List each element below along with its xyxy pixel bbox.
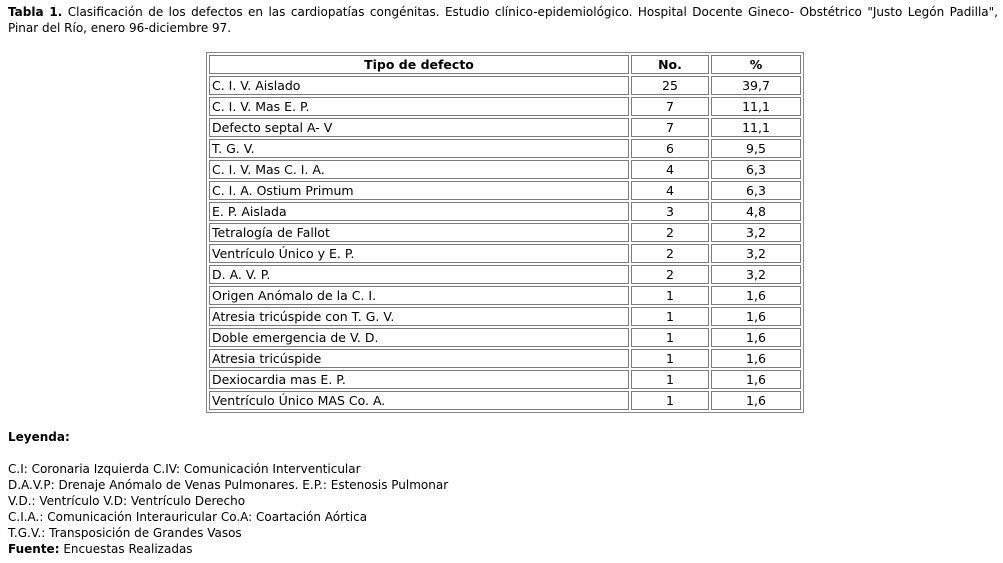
cell-tipo: Atresia tricúspide — [209, 349, 629, 368]
table-row — [209, 265, 801, 284]
table-caption — [8, 4, 998, 36]
table-row — [209, 391, 801, 410]
table-row — [209, 370, 801, 389]
cell-tipo: C. I. V. Mas E. P. — [209, 97, 629, 116]
cell-no: 7 — [631, 118, 709, 137]
cell-tipo: E. P. Aislada — [209, 202, 629, 221]
cell-no: 1 — [631, 328, 709, 347]
header-pct: % — [711, 55, 801, 74]
cell-pct: 11,1 — [711, 118, 801, 137]
cell-no: 3 — [631, 202, 709, 221]
defects-table — [206, 52, 804, 413]
cell-tipo: Defecto septal A- V — [209, 118, 629, 137]
cell-pct: 1,6 — [711, 286, 801, 305]
header-no: No. — [631, 55, 709, 74]
cell-pct: 3,2 — [711, 244, 801, 263]
table-row — [209, 76, 801, 95]
cell-tipo: Dexiocardia mas E. P. — [209, 370, 629, 389]
table-row — [209, 286, 801, 305]
table-row — [209, 139, 801, 158]
cell-pct: 4,8 — [711, 202, 801, 221]
table-row — [209, 328, 801, 347]
cell-no: 1 — [631, 391, 709, 410]
legend-line: C.I.A.: Comunicación Interauricular Co.A: Coartación Aórtica — [8, 510, 368, 524]
table-row — [209, 223, 801, 242]
cell-pct: 1,6 — [711, 328, 801, 347]
table-row — [209, 118, 801, 137]
cell-no: 1 — [631, 286, 709, 305]
table-row — [209, 202, 801, 221]
source-line — [8, 541, 448, 557]
cell-pct: 11,1 — [711, 97, 801, 116]
source-label: Fuente: — [8, 542, 60, 556]
cell-pct: 6,3 — [711, 181, 801, 200]
legend-line: T.G.V.: Transposición de Grandes Vasos — [8, 526, 242, 540]
cell-no: 4 — [631, 181, 709, 200]
cell-no: 1 — [631, 349, 709, 368]
cell-tipo: C. I. A. Ostium Primum — [209, 181, 629, 200]
header-tipo: Tipo de defecto — [209, 55, 629, 74]
legend-line: D.A.V.P: Drenaje Anómalo de Venas Pulmonares. E.P.: Estenosis Pulmonar — [8, 478, 449, 492]
cell-no: 2 — [631, 265, 709, 284]
table-row — [209, 307, 801, 326]
cell-no: 1 — [631, 370, 709, 389]
cell-no: 6 — [631, 139, 709, 158]
cell-tipo: Origen Anómalo de la C. I. — [209, 286, 629, 305]
cell-tipo: Doble emergencia de V. D. — [209, 328, 629, 347]
caption-text: Clasificación de los defectos en las cardiopatías congénitas. Estudio clínico-epidemiológico. Hospital Docente Gineco- Obstétrico "Justo Legón Padilla", Pinar del Río, enero 96-diciembre 97. — [8, 5, 998, 35]
cell-pct: 1,6 — [711, 307, 801, 326]
cell-pct: 1,6 — [711, 391, 801, 410]
cell-no: 2 — [631, 223, 709, 242]
cell-tipo: C. I. V. Mas C. I. A. — [209, 160, 629, 179]
legend-title: Leyenda: — [8, 430, 70, 444]
cell-tipo: Ventrículo Único MAS Co. A. — [209, 391, 629, 410]
table-row — [209, 97, 801, 116]
cell-tipo: C. I. V. Aislado — [209, 76, 629, 95]
cell-tipo: T. G. V. — [209, 139, 629, 158]
legend — [8, 461, 448, 557]
cell-pct: 39,7 — [711, 76, 801, 95]
cell-pct: 1,6 — [711, 349, 801, 368]
cell-pct: 9,5 — [711, 139, 801, 158]
cell-no: 1 — [631, 307, 709, 326]
cell-tipo: Ventrículo Único y E. P. — [209, 244, 629, 263]
cell-no: 2 — [631, 244, 709, 263]
table-row — [209, 349, 801, 368]
cell-pct: 1,6 — [711, 370, 801, 389]
legend-line: V.D.: Ventrículo V.D: Ventrículo Derecho — [8, 494, 246, 508]
cell-pct: 3,2 — [711, 265, 801, 284]
table-row — [209, 244, 801, 263]
cell-tipo: Atresia tricúspide con T. G. V. — [209, 307, 629, 326]
cell-no: 25 — [631, 76, 709, 95]
cell-pct: 3,2 — [711, 223, 801, 242]
legend-line: C.I: Coronaria Izquierda C.IV: Comunicación Interventicular — [8, 462, 361, 476]
cell-tipo: Tetralogía de Fallot — [209, 223, 629, 242]
table-header-row — [209, 55, 801, 74]
table-body — [209, 76, 801, 410]
cell-pct: 6,3 — [711, 160, 801, 179]
table-row — [209, 181, 801, 200]
cell-no: 7 — [631, 97, 709, 116]
cell-tipo: D. A. V. P. — [209, 265, 629, 284]
table-row — [209, 160, 801, 179]
caption-label: Tabla 1. — [8, 5, 63, 19]
source-text: Encuestas Realizadas — [63, 542, 193, 556]
cell-no: 4 — [631, 160, 709, 179]
